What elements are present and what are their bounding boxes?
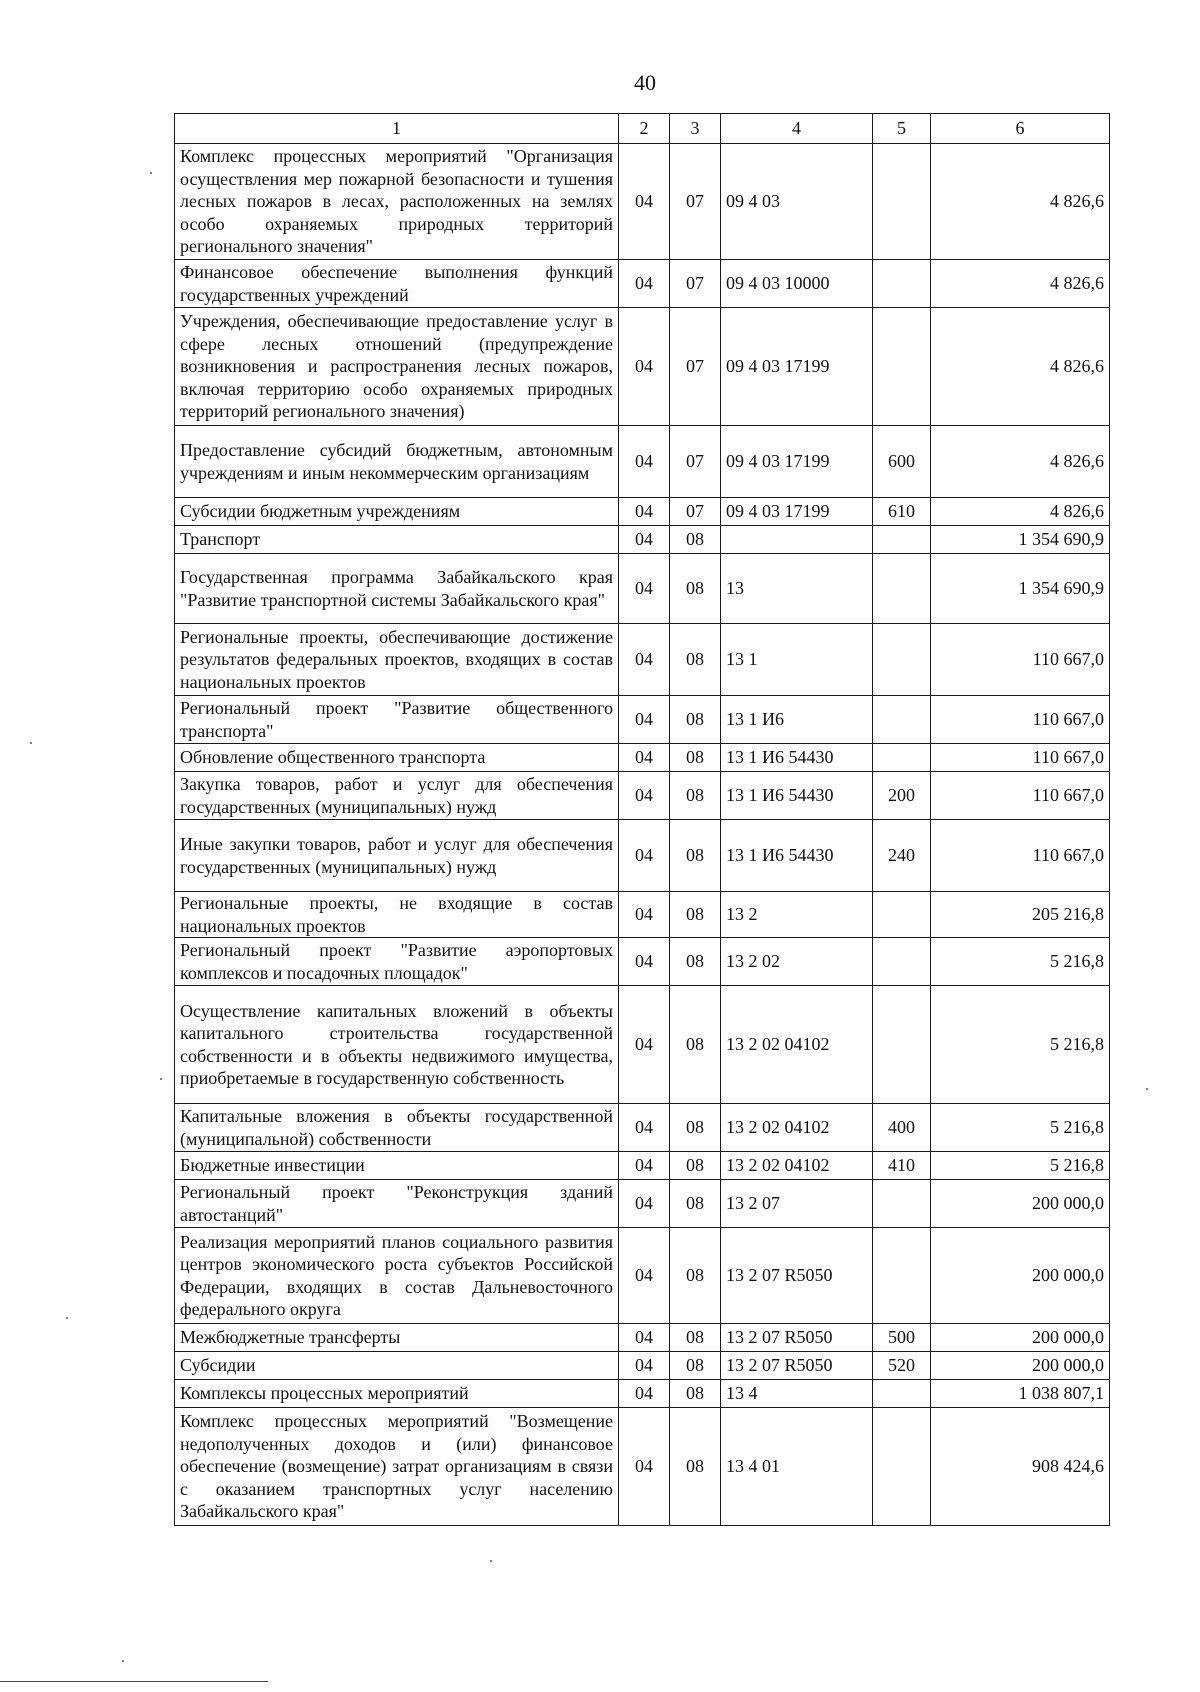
row-expense-type: 610 (873, 498, 931, 526)
row-target-article: 09 4 03 17199 (721, 498, 873, 526)
row-target-article: 13 2 02 04102 (721, 986, 873, 1104)
row-subsection-code: 08 (670, 772, 721, 820)
row-amount: 110 667,0 (931, 772, 1110, 820)
row-subsection-code: 07 (670, 498, 721, 526)
row-subsection-code: 07 (670, 308, 721, 426)
row-description: Предоставление субсидий бюджетным, автономным учреждениям и иным некоммерческим организациям (175, 426, 619, 498)
table-row (175, 526, 1110, 554)
row-target-article: 13 2 07 (721, 1180, 873, 1228)
row-description: Транспорт (175, 526, 619, 554)
row-expense-type (873, 624, 931, 696)
table-body (175, 144, 1110, 1526)
row-section-code: 04 (619, 892, 670, 938)
row-subsection-code: 07 (670, 426, 721, 498)
row-amount: 5 216,8 (931, 938, 1110, 986)
column-header-5: 5 (873, 114, 931, 144)
row-amount: 4 826,6 (931, 498, 1110, 526)
row-description: Обновление общественного транспорта (175, 744, 619, 772)
row-section-code: 04 (619, 696, 670, 744)
row-expense-type (873, 1408, 931, 1526)
row-expense-type (873, 554, 931, 624)
row-subsection-code: 08 (670, 986, 721, 1104)
row-target-article: 13 2 07 R5050 (721, 1324, 873, 1352)
row-subsection-code: 08 (670, 1352, 721, 1380)
row-amount: 200 000,0 (931, 1228, 1110, 1324)
row-target-article: 09 4 03 17199 (721, 308, 873, 426)
row-expense-type (873, 892, 931, 938)
table-row (175, 938, 1110, 986)
row-subsection-code: 08 (670, 1180, 721, 1228)
budget-table (174, 113, 1110, 1526)
table-row (175, 1408, 1110, 1526)
row-section-code: 04 (619, 308, 670, 426)
row-section-code: 04 (619, 426, 670, 498)
row-section-code: 04 (619, 1180, 670, 1228)
scan-speck (160, 1078, 162, 1080)
table-row (175, 1352, 1110, 1380)
row-amount: 110 667,0 (931, 744, 1110, 772)
row-description: Субсидии бюджетным учреждениям (175, 498, 619, 526)
row-section-code: 04 (619, 1408, 670, 1526)
row-subsection-code: 08 (670, 938, 721, 986)
table-row (175, 986, 1110, 1104)
row-amount: 4 826,6 (931, 308, 1110, 426)
table-row (175, 696, 1110, 744)
row-target-article: 13 2 02 04102 (721, 1104, 873, 1152)
row-expense-type (873, 144, 931, 260)
row-amount: 5 216,8 (931, 1152, 1110, 1180)
row-target-article: 13 2 07 R5050 (721, 1352, 873, 1380)
row-target-article: 13 2 07 R5050 (721, 1228, 873, 1324)
row-target-article: 13 2 02 04102 (721, 1152, 873, 1180)
row-section-code: 04 (619, 1352, 670, 1380)
row-target-article: 13 1 И6 (721, 696, 873, 744)
row-section-code: 04 (619, 1228, 670, 1324)
row-subsection-code: 07 (670, 260, 721, 308)
column-header-4: 4 (721, 114, 873, 144)
row-expense-type: 240 (873, 820, 931, 892)
row-description: Капитальные вложения в объекты государственной (муниципальной) собственности (175, 1104, 619, 1152)
scan-speck (1146, 1088, 1148, 1090)
row-target-article: 13 2 (721, 892, 873, 938)
row-subsection-code: 08 (670, 744, 721, 772)
row-subsection-code: 08 (670, 1380, 721, 1408)
column-header-2: 2 (619, 114, 670, 144)
row-section-code: 04 (619, 1380, 670, 1408)
scan-speck (66, 1317, 68, 1319)
row-description: Комплекс процессных мероприятий "Организация осуществления мер пожарной безопасности и тушения лесных пожаров в лесах, расположенных на землях особо охраняемых природных территорий регионального значения" (175, 144, 619, 260)
row-target-article: 13 1 И6 54430 (721, 744, 873, 772)
row-expense-type: 500 (873, 1324, 931, 1352)
row-section-code: 04 (619, 1104, 670, 1152)
row-amount: 5 216,8 (931, 1104, 1110, 1152)
table-header-row (175, 114, 1110, 144)
row-section-code: 04 (619, 260, 670, 308)
row-expense-type: 410 (873, 1152, 931, 1180)
row-target-article: 13 2 02 (721, 938, 873, 986)
row-target-article: 13 1 И6 54430 (721, 772, 873, 820)
row-subsection-code: 07 (670, 144, 721, 260)
table-row (175, 554, 1110, 624)
row-section-code: 04 (619, 624, 670, 696)
row-section-code: 04 (619, 144, 670, 260)
row-expense-type: 200 (873, 772, 931, 820)
row-amount: 200 000,0 (931, 1352, 1110, 1380)
table-row (175, 820, 1110, 892)
scan-speck (150, 172, 152, 174)
page-number: 40 (634, 70, 656, 95)
row-target-article (721, 526, 873, 554)
row-section-code: 04 (619, 1324, 670, 1352)
table-row (175, 308, 1110, 426)
row-section-code: 04 (619, 986, 670, 1104)
row-description: Комплекс процессных мероприятий "Возмещение недополученных доходов и (или) финансовое обеспечение (возмещение) затрат организациям в связи с оказанием транспортных услуг населению Забайкальского края" (175, 1408, 619, 1526)
row-description: Региональные проекты, не входящие в состав национальных проектов (175, 892, 619, 938)
row-expense-type (873, 744, 931, 772)
row-description: Осуществление капитальных вложений в объекты капитального строительства государственной собственности и в объекты недвижимого имущества, приобретаемые в государственную собственность (175, 986, 619, 1104)
row-target-article: 13 1 (721, 624, 873, 696)
scan-speck (122, 1660, 124, 1662)
row-subsection-code: 08 (670, 1152, 721, 1180)
row-expense-type (873, 938, 931, 986)
row-description: Региональный проект "Развитие аэропортовых комплексов и посадочных площадок" (175, 938, 619, 986)
table-row (175, 772, 1110, 820)
row-amount: 200 000,0 (931, 1180, 1110, 1228)
column-header-3: 3 (670, 114, 721, 144)
row-section-code: 04 (619, 744, 670, 772)
table-row (175, 1180, 1110, 1228)
row-description: Иные закупки товаров, работ и услуг для обеспечения государственных (муниципальных) нужд (175, 820, 619, 892)
row-expense-type (873, 986, 931, 1104)
row-description: Комплексы процессных мероприятий (175, 1380, 619, 1408)
row-target-article: 09 4 03 (721, 144, 873, 260)
row-description: Региональный проект "Развитие общественного транспорта" (175, 696, 619, 744)
row-section-code: 04 (619, 938, 670, 986)
row-description: Региональный проект "Реконструкция зданий автостанций" (175, 1180, 619, 1228)
table-row (175, 1228, 1110, 1324)
table-row (175, 1152, 1110, 1180)
row-amount: 908 424,6 (931, 1408, 1110, 1526)
row-description: Межбюджетные трансферты (175, 1324, 619, 1352)
row-target-article: 13 4 01 (721, 1408, 873, 1526)
row-section-code: 04 (619, 820, 670, 892)
row-expense-type: 520 (873, 1352, 931, 1380)
row-description: Учреждения, обеспечивающие предоставление услуг в сфере лесных отношений (предупреждение возникновения и распространения лесных пожаров, включая территорию особо охраняемых природных территорий регионального значения) (175, 308, 619, 426)
row-amount: 200 000,0 (931, 1324, 1110, 1352)
row-section-code: 04 (619, 554, 670, 624)
row-description: Реализация мероприятий планов социального развития центров экономического роста субъектов Российской Федерации, входящих в состав Дальневосточного федерального округа (175, 1228, 619, 1324)
row-subsection-code: 08 (670, 820, 721, 892)
row-target-article: 13 1 И6 54430 (721, 820, 873, 892)
row-description: Закупка товаров, работ и услуг для обеспечения государственных (муниципальных) нужд (175, 772, 619, 820)
row-expense-type: 600 (873, 426, 931, 498)
row-expense-type: 400 (873, 1104, 931, 1152)
scan-edge-line (0, 1681, 268, 1683)
row-expense-type (873, 526, 931, 554)
column-header-6: 6 (931, 114, 1110, 144)
table-row (175, 744, 1110, 772)
row-subsection-code: 08 (670, 624, 721, 696)
row-expense-type (873, 696, 931, 744)
row-description: Субсидии (175, 1352, 619, 1380)
row-amount: 1 354 690,9 (931, 554, 1110, 624)
row-section-code: 04 (619, 526, 670, 554)
row-amount: 5 216,8 (931, 986, 1110, 1104)
row-section-code: 04 (619, 1152, 670, 1180)
row-description: Региональные проекты, обеспечивающие достижение результатов федеральных проектов, входящих в состав национальных проектов (175, 624, 619, 696)
scan-speck (490, 1560, 492, 1562)
row-amount: 4 826,6 (931, 426, 1110, 498)
row-amount: 205 216,8 (931, 892, 1110, 938)
table-row (175, 144, 1110, 260)
table-row (175, 892, 1110, 938)
table-row (175, 1104, 1110, 1152)
row-amount: 4 826,6 (931, 260, 1110, 308)
row-subsection-code: 08 (670, 1408, 721, 1526)
row-subsection-code: 08 (670, 526, 721, 554)
row-section-code: 04 (619, 772, 670, 820)
column-header-1: 1 (175, 114, 619, 144)
table-row (175, 1324, 1110, 1352)
row-expense-type (873, 1180, 931, 1228)
row-section-code: 04 (619, 498, 670, 526)
row-target-article: 09 4 03 10000 (721, 260, 873, 308)
row-subsection-code: 08 (670, 1324, 721, 1352)
row-amount: 1 354 690,9 (931, 526, 1110, 554)
row-expense-type (873, 308, 931, 426)
row-amount: 110 667,0 (931, 696, 1110, 744)
row-subsection-code: 08 (670, 554, 721, 624)
row-amount: 110 667,0 (931, 820, 1110, 892)
row-expense-type (873, 1228, 931, 1324)
row-description: Финансовое обеспечение выполнения функций государственных учреждений (175, 260, 619, 308)
table-row (175, 1380, 1110, 1408)
row-target-article: 13 4 (721, 1380, 873, 1408)
table-row (175, 624, 1110, 696)
row-subsection-code: 08 (670, 1104, 721, 1152)
row-subsection-code: 08 (670, 696, 721, 744)
row-description: Государственная программа Забайкальского края "Развитие транспортной системы Забайкальского края" (175, 554, 619, 624)
row-amount: 110 667,0 (931, 624, 1110, 696)
table-row (175, 498, 1110, 526)
row-target-article: 09 4 03 17199 (721, 426, 873, 498)
row-amount: 1 038 807,1 (931, 1380, 1110, 1408)
table-row (175, 260, 1110, 308)
row-subsection-code: 08 (670, 1228, 721, 1324)
row-target-article: 13 (721, 554, 873, 624)
row-expense-type (873, 1380, 931, 1408)
table-row (175, 426, 1110, 498)
row-description: Бюджетные инвестиции (175, 1152, 619, 1180)
row-subsection-code: 08 (670, 892, 721, 938)
row-amount: 4 826,6 (931, 144, 1110, 260)
row-expense-type (873, 260, 931, 308)
scan-speck (30, 742, 32, 744)
